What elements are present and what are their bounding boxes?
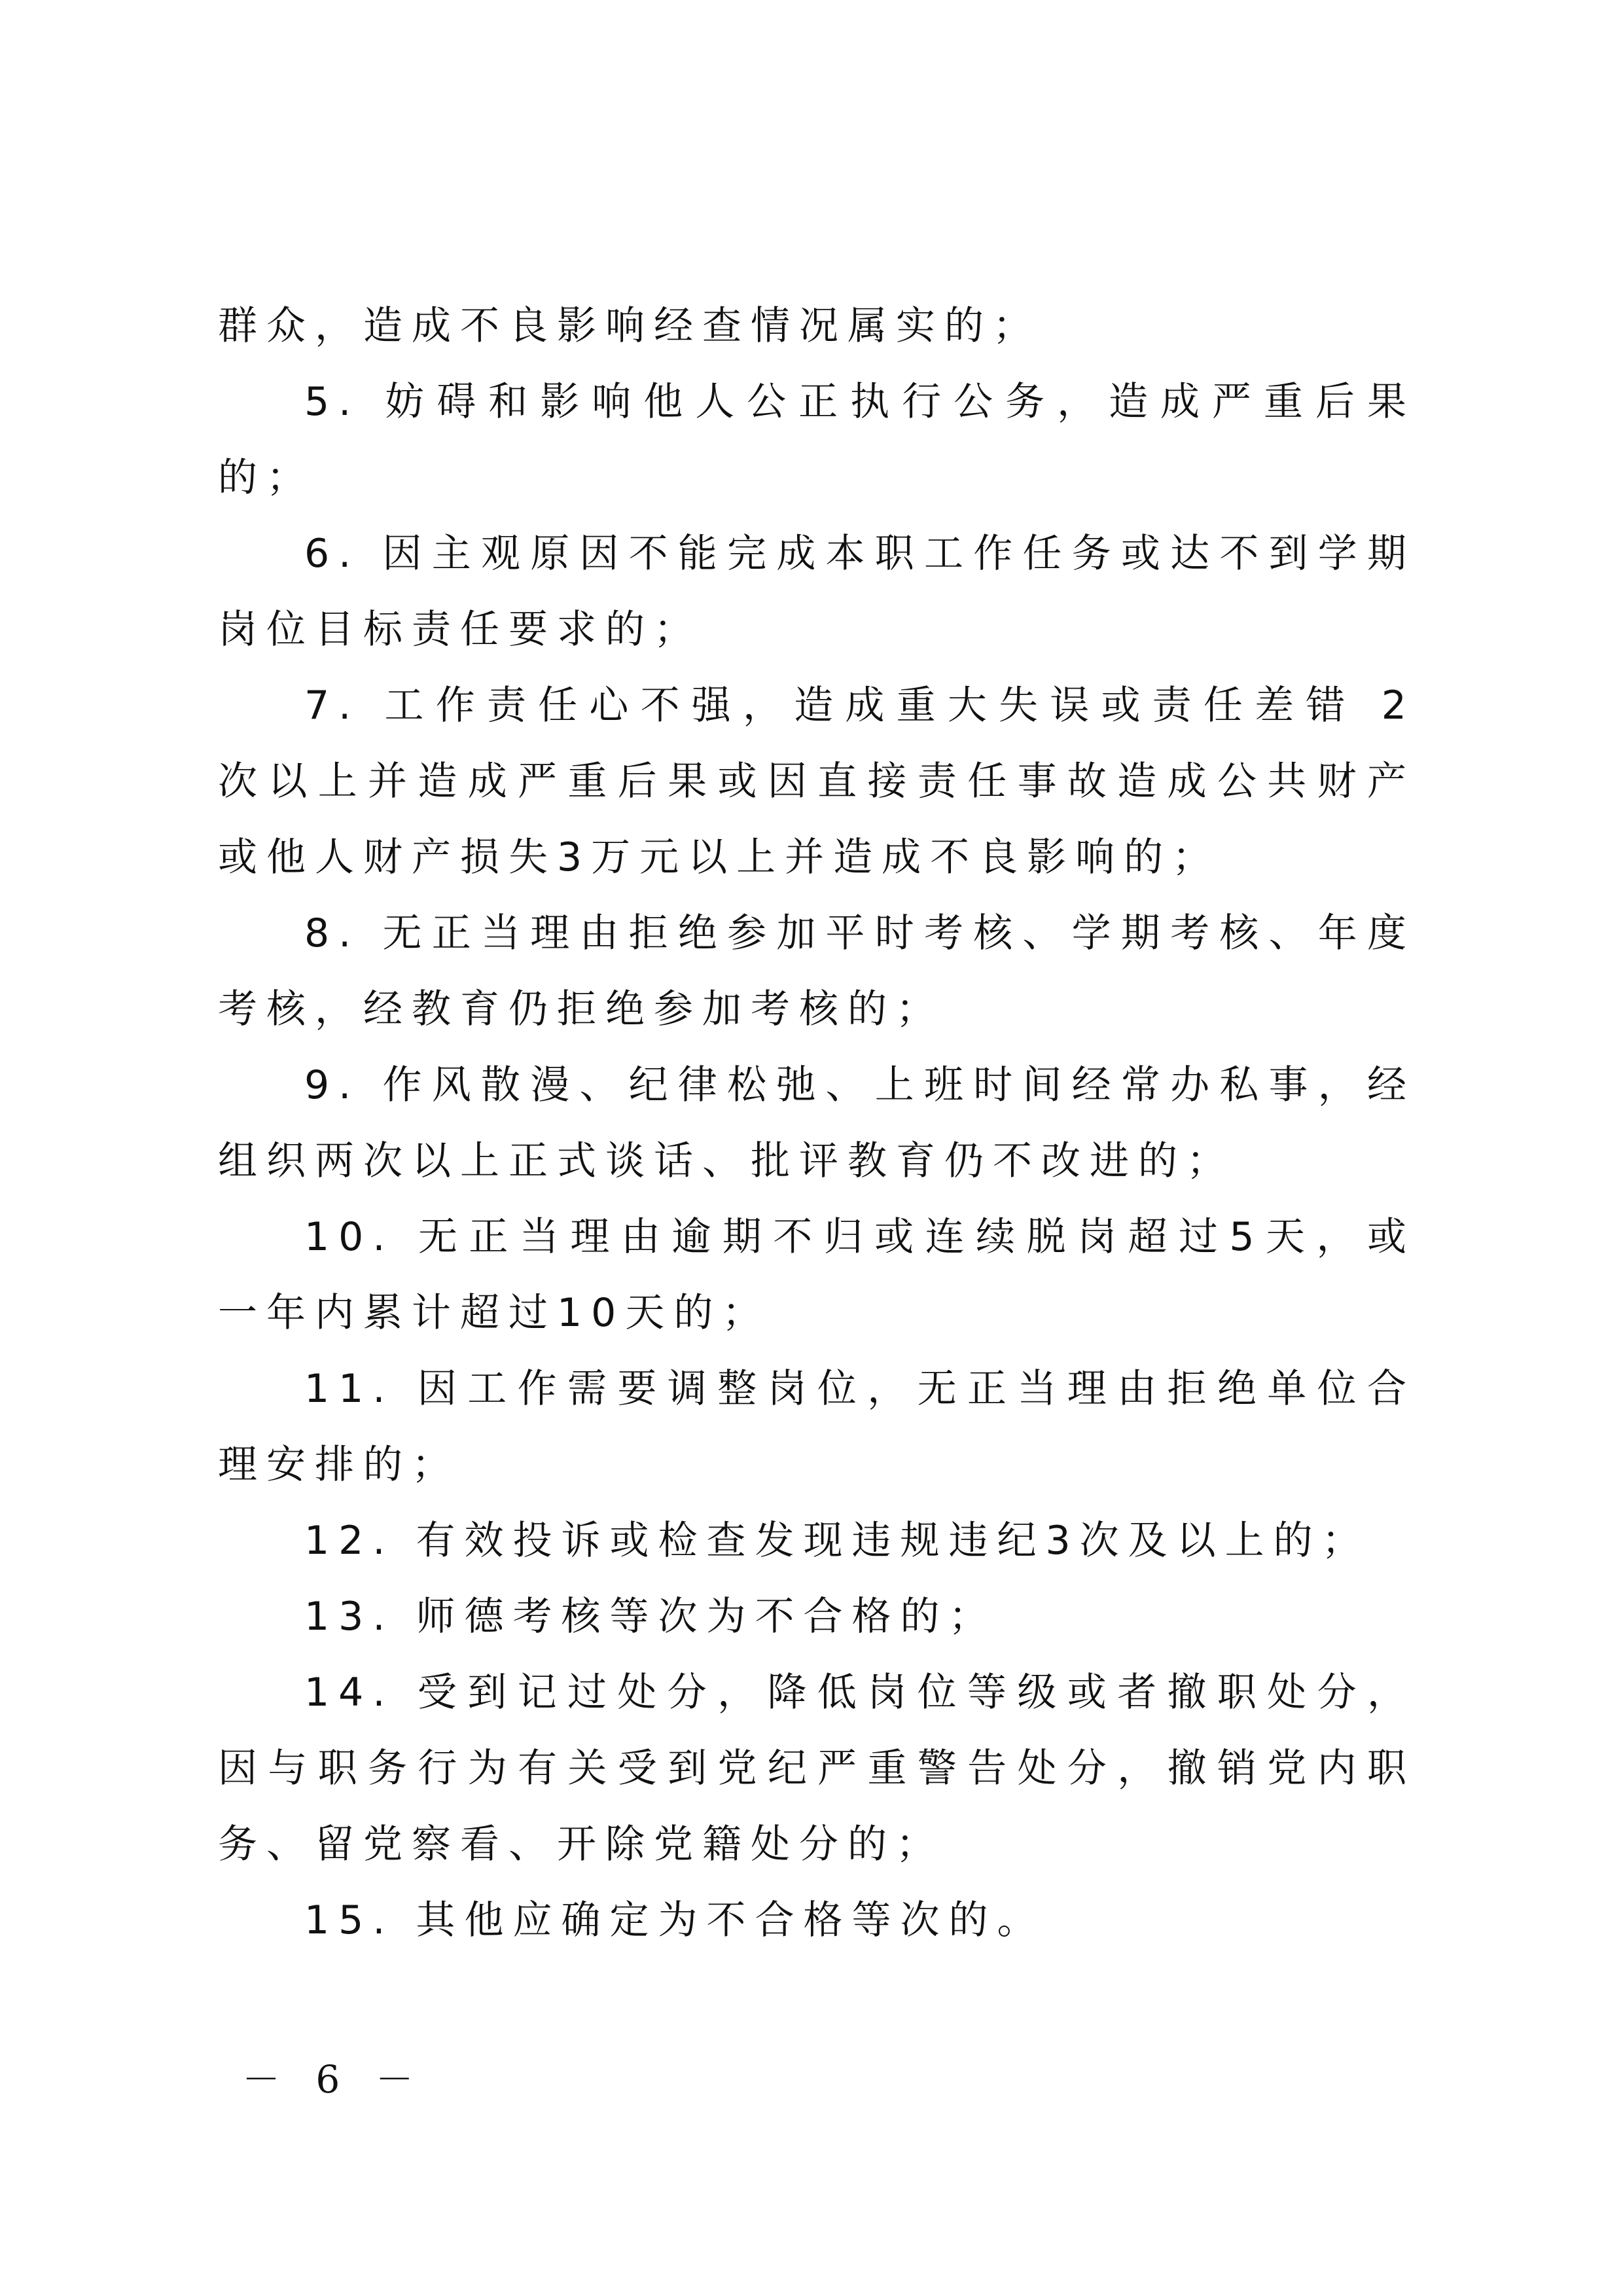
- list-item-8: 8. 无正当理由拒绝参加平时考核、学期考核、年度考核，经教育仍拒绝参加考核的；: [218, 910, 1416, 1032]
- list-item-9: 9. 作风散漫、纪律松弛、上班时间经常办私事，经组织两次以上正式谈话、批评教育仍不改进的；: [218, 1062, 1416, 1184]
- list-item-14: 14. 受到记过处分，降低岗位等级或者撤职处分，因与职务行为有关受到党纪严重警告处分，撤销党内职务、留党察看、开除党籍处分的；: [218, 1670, 1416, 1867]
- list-item-6: 6. 因主观原因不能完成本职工作任务或达不到学期岗位目标责任要求的；: [218, 531, 1416, 653]
- list-item-5: 5. 妨碍和影响他人公正执行公务，造成严重后果的；: [218, 379, 1416, 501]
- list-item-11: 11. 因工作需要调整岗位，无正当理由拒绝单位合理安排的；: [218, 1366, 1416, 1488]
- list-item-13: 13. 师德考核等次为不合格的；: [304, 1594, 997, 1640]
- paragraph-continuation: 群众，造成不良影响经查情况属实的；: [218, 303, 1041, 349]
- list-item-12: 12. 有效投诉或检查发现违规违纪3次及以上的；: [304, 1518, 1370, 1564]
- list-item-7: 7. 工作责任心不强，造成重大失误或责任差错 2 次以上并造成严重后果或因直接责任事故造成公共财产或他人财产损失3万元以上并造成不良影响的；: [218, 683, 1416, 880]
- document-body: [218, 288, 1416, 1958]
- page-number: － 6 －: [242, 2057, 425, 2102]
- list-item-10: 10. 无正当理由逾期不归或连续脱岗超过5天，或一年内累计超过10天的；: [218, 1214, 1416, 1336]
- list-item-15: 15. 其他应确定为不合格等次的。: [304, 1897, 1046, 1943]
